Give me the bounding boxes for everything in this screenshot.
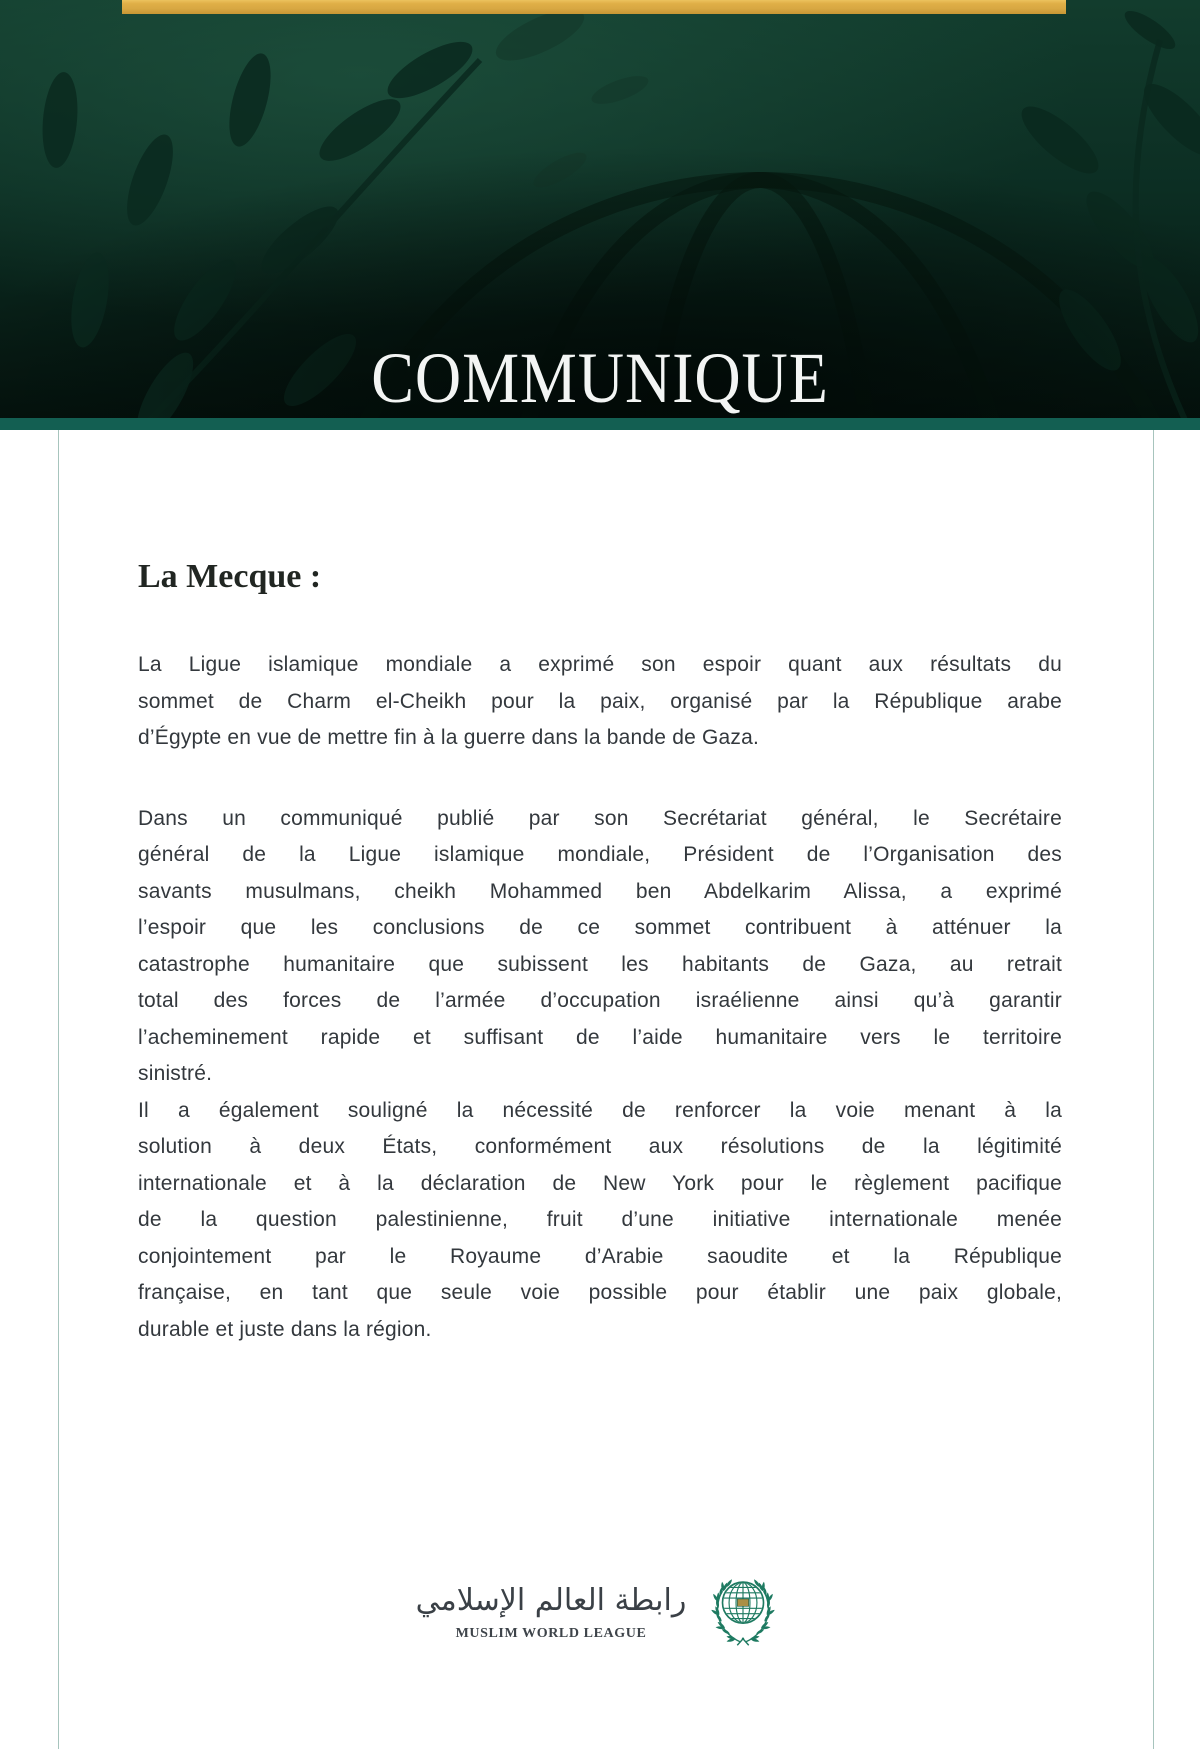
text-line: internationale et à la déclaration de New York pour le règlement pacifique [138, 1171, 1062, 1195]
text-line: française, en tant que seule voie possible pour établir une paix globale, [138, 1281, 1062, 1304]
text-line: catastrophe humanitaire que subissent les habitants de Gaza, au retrait [138, 952, 1062, 976]
text-line: durable et juste dans la région. [138, 1317, 432, 1341]
mwl-logo-text [416, 1579, 687, 1642]
mwl-logo [0, 1573, 1200, 1647]
kaaba-icon [738, 1599, 749, 1606]
letter-body [0, 430, 1200, 1749]
dateline-heading: La Mecque : [138, 558, 322, 595]
paragraph-two-state-solution [138, 1093, 1062, 1349]
text-line: savants musulmans, cheikh Mohammed ben Abdelkarim Alissa, a exprimé [138, 879, 1062, 903]
text-line: sinistré. [138, 1062, 213, 1085]
mwl-emblem-icon [702, 1573, 784, 1647]
text-line: total des forces de l’armée d’occupation israélienne ainsi qu’à garantir [138, 989, 1062, 1012]
mwl-arabic-calligraphy: رابطة العالم الإسلامي [415, 1582, 687, 1618]
text-line: Dans un communiqué publié par son Secrétariat général, le Secrétaire [138, 806, 1062, 830]
text-line: de la question palestinienne, fruit d’une initiative internationale menée [138, 1208, 1062, 1231]
text-line: l’espoir que les conclusions de ce sommet contribuent à atténuer la [138, 916, 1062, 939]
text-line: conjointement par le Royaume d’Arabie saoudite et la République [138, 1244, 1062, 1268]
text-line: d’Égypte en vue de mettre fin à la guerre dans la bande de Gaza. [138, 726, 760, 749]
text-line: La Ligue islamique mondiale a exprimé son espoir quant aux résultats du [138, 653, 1062, 676]
mwl-latin-name: MUSLIM WORLD LEAGUE [455, 1625, 647, 1641]
header-banner [0, 0, 1200, 418]
text-line: sommet de Charm el-Cheikh pour la paix, organisé par la République arabe [138, 689, 1062, 713]
text-line: solution à deux États, conformément aux résolutions de la légitimité [138, 1135, 1062, 1158]
text-line: général de la Ligue islamique mondiale, Président de l’Organisation des [138, 843, 1062, 866]
teal-divider [0, 418, 1200, 430]
right-margin-line [1153, 430, 1154, 1749]
paragraph-summit-hope [138, 647, 1062, 757]
text-line: l’acheminement rapide et suffisant de l’aide humanitaire vers le territoire [138, 1025, 1062, 1049]
left-margin-line [58, 430, 59, 1749]
communique-title: COMMUNIQUE [371, 338, 829, 418]
gold-accent-bar [122, 0, 1066, 14]
text-line: Il a également souligné la nécessité de renforcer la voie menant à la [138, 1098, 1062, 1122]
paragraph-secretary-statement [138, 801, 1062, 1093]
